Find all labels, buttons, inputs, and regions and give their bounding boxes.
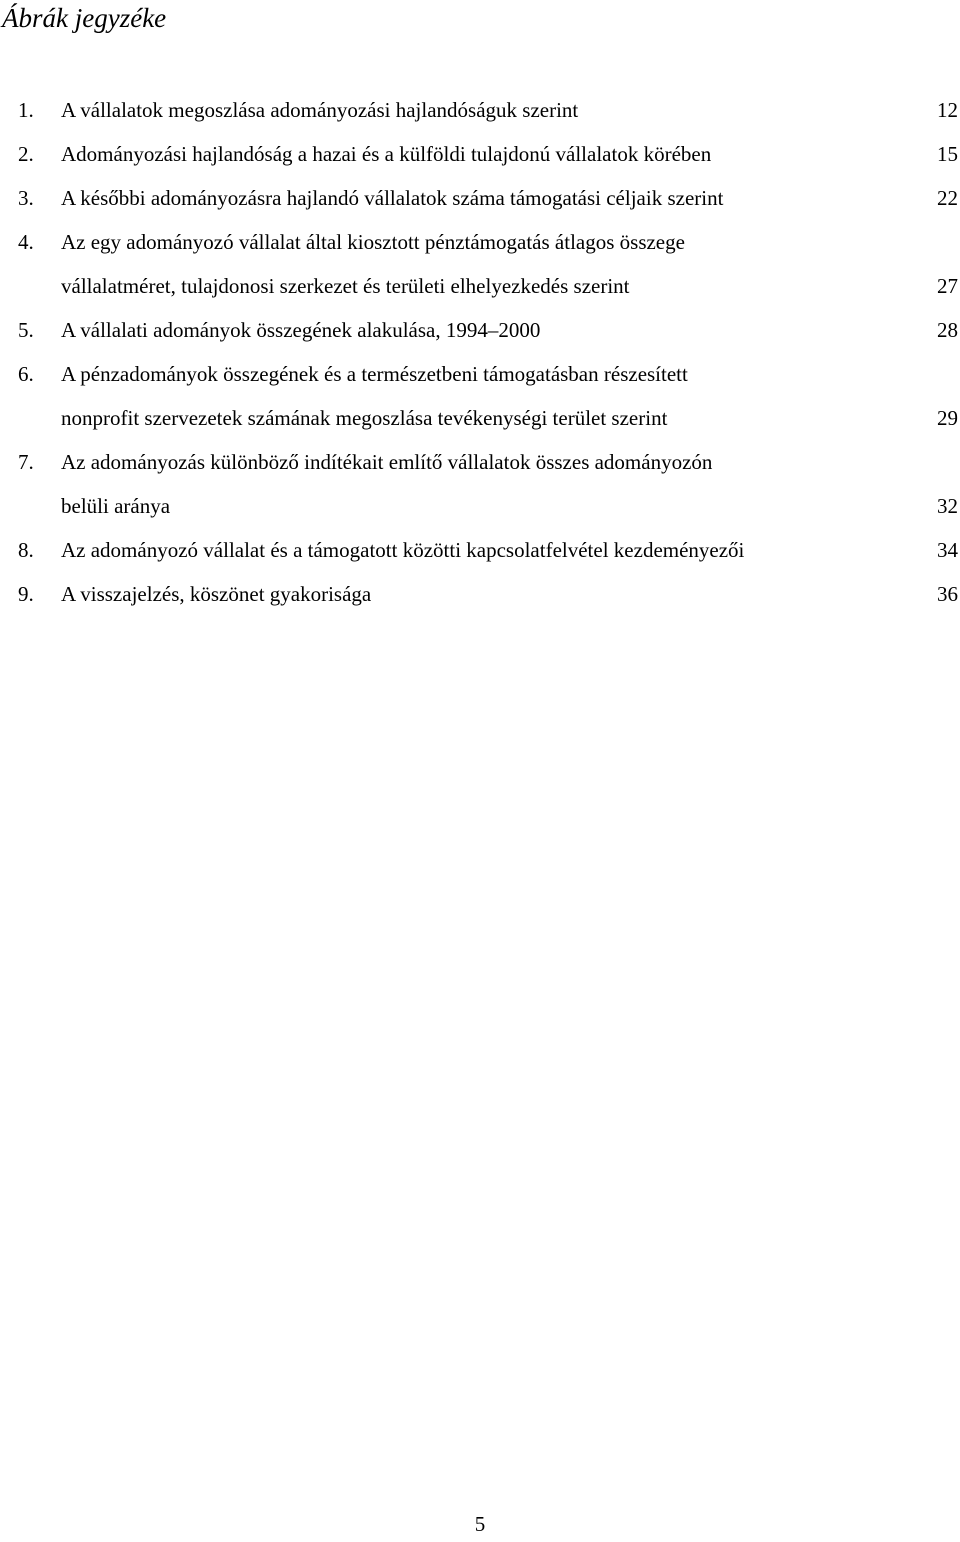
entry-title <box>61 440 898 528</box>
list-item <box>18 88 958 132</box>
entry-title <box>61 88 898 132</box>
list-item <box>18 132 958 176</box>
entry-number: 5. <box>18 318 34 342</box>
list-item <box>18 352 958 440</box>
entry-title-line: A későbbi adományozásra hajlandó vállalatok száma támogatási céljaik szerint <box>61 186 724 210</box>
entry-number: 6. <box>18 362 34 386</box>
entry-number: 8. <box>18 538 34 562</box>
entry-title-line: A vállalatok megoszlása adományozási hajlandóságuk szerint <box>61 98 579 122</box>
entry-title <box>61 176 898 220</box>
entry-title-line: Az adományozó vállalat és a támogatott közötti kapcsolatfelvétel kezdeményezői <box>61 538 745 562</box>
entry-page: 28 <box>937 318 958 342</box>
list-item <box>18 176 958 220</box>
figure-list <box>18 88 958 616</box>
entry-title <box>61 220 898 308</box>
list-item <box>18 528 958 572</box>
entry-title-line: A visszajelzés, köszönet gyakorisága <box>61 582 372 606</box>
entry-number: 9. <box>18 582 34 606</box>
entry-page: 29 <box>937 406 958 430</box>
entry-page: 32 <box>937 494 958 518</box>
entry-title <box>61 132 898 176</box>
entry-title-line: belüli aránya <box>61 494 171 518</box>
entry-page: 15 <box>937 142 958 166</box>
entry-title <box>61 352 898 440</box>
entry-title-line: nonprofit szervezetek számának megoszlása tevékenységi terület szerint <box>61 406 668 430</box>
entry-number: 7. <box>18 450 34 474</box>
entry-title <box>61 528 898 572</box>
entry-number: 2. <box>18 142 34 166</box>
entry-page: 22 <box>937 186 958 210</box>
entry-title-line: Adományozási hajlandóság a hazai és a külföldi tulajdonú vállalatok körében <box>61 142 712 166</box>
page-title: Ábrák jegyzéke <box>2 3 167 33</box>
page-number: 5 <box>474 1512 486 1536</box>
entry-title-line: vállalatméret, tulajdonosi szerkezet és területi elhelyezkedés szerint <box>61 274 630 298</box>
entry-title-line: Az adományozás különböző indítékait említő vállalatok összes adományozón <box>61 450 713 474</box>
entry-title <box>61 308 898 352</box>
list-item <box>18 220 958 308</box>
entry-page: 34 <box>937 538 958 562</box>
entry-number: 3. <box>18 186 34 210</box>
entry-number: 1. <box>18 98 34 122</box>
entry-title-line: A vállalati adományok összegének alakulása, 1994–2000 <box>61 318 541 342</box>
entry-title-line: A pénzadományok összegének és a természetbeni támogatásban részesített <box>61 362 688 386</box>
list-item <box>18 572 958 616</box>
entry-number: 4. <box>18 230 34 254</box>
list-item <box>18 440 958 528</box>
entry-page: 12 <box>937 98 958 122</box>
entry-page: 27 <box>937 274 958 298</box>
entry-page: 36 <box>937 582 958 606</box>
entry-title-line: Az egy adományozó vállalat által kiosztott pénztámogatás átlagos összege <box>61 230 685 254</box>
entry-title <box>61 572 898 616</box>
list-item <box>18 308 958 352</box>
